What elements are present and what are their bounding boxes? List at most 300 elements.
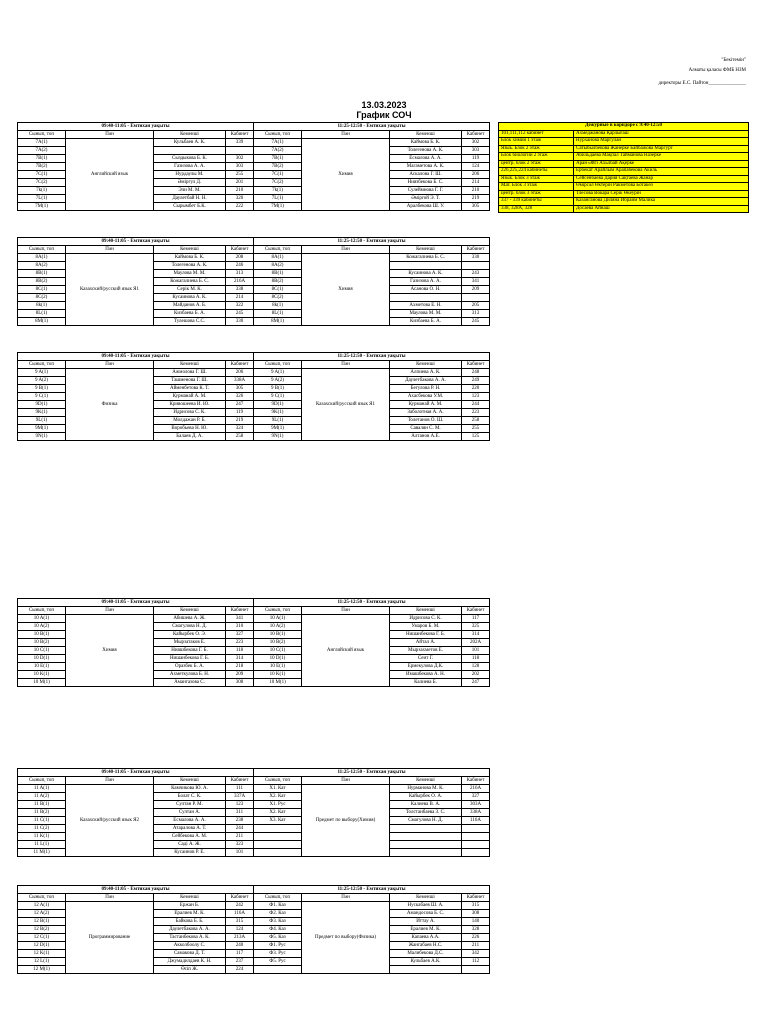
teacher-name: Ниязбекова Б. С. — [390, 179, 462, 187]
room-number: 338A — [226, 377, 254, 385]
class-group: 11 M(1) — [18, 849, 66, 857]
room-number: 302 — [462, 139, 490, 147]
column-header: Кеменші — [390, 131, 462, 139]
class-group: 9M(1) — [254, 425, 302, 433]
duty-teachers: Ербекат Арайлым Арапабекова Акиль — [574, 168, 749, 176]
column-header: Кеменші — [390, 607, 462, 615]
column-header: Сынып, топ — [254, 894, 302, 902]
class-group: 10 B(2) — [18, 639, 66, 647]
room-number: 311 — [226, 809, 254, 817]
room-number: 125 — [462, 433, 490, 441]
session-time-left: 09:40-11:05 - Емтихан уақыты — [18, 599, 254, 607]
teacher-name: Серік М. К. — [154, 286, 226, 294]
teacher-name: Есмалова А. А. — [154, 817, 226, 825]
duty-location: 337 - 339 кабинеты — [499, 198, 574, 206]
column-header: Сынып, топ — [18, 894, 66, 902]
class-group: 10 A(1) — [18, 615, 66, 623]
class-group: 7A(2) — [18, 147, 66, 155]
column-header: Пән — [302, 894, 390, 902]
duty-teachers: Сейсенбаева Дария Сақтаева Жанар — [574, 175, 749, 183]
class-group: 9N(1) — [18, 433, 66, 441]
duty-teachers: Казанганова Диляна Ибраим Малика — [574, 198, 749, 206]
room-number: 310 — [226, 623, 254, 631]
teacher-name: Заболотная А. А. — [390, 409, 462, 417]
class-group: 11 B(2) — [18, 809, 66, 817]
teacher-name: Әміргой Э. Т. — [390, 195, 462, 203]
class-group: 7k(1) — [18, 187, 66, 195]
room-number: 244 — [462, 401, 490, 409]
teacher-name: Толегенова А. К. — [390, 147, 462, 155]
class-group: 9 C(1) — [18, 393, 66, 401]
room-number: 209 — [226, 671, 254, 679]
teacher-name: Саді А. Ж. — [154, 841, 226, 849]
room-number: 226 — [462, 934, 490, 942]
document-title: График СОЧ — [356, 110, 412, 120]
teacher-name: Султан А. — [154, 809, 226, 817]
duty-location: Блок биологии 2 этаж — [499, 153, 574, 161]
room-number: 255 — [226, 171, 254, 179]
room-number: 222 — [226, 203, 254, 211]
subject-right: Предмет по выбору(Физика) — [302, 902, 390, 974]
room-number: 248 — [462, 369, 490, 377]
room-number: 303A — [462, 801, 490, 809]
class-group: X2. Кат — [254, 793, 302, 801]
class-group: 12 L(1) — [18, 958, 66, 966]
teacher-name: Ермекулова Д.К. — [390, 663, 462, 671]
schedule-block — [17, 598, 490, 687]
teacher-name: Балаев Д. А. — [154, 433, 226, 441]
column-header: Пән — [66, 131, 154, 139]
duty-title: Дежурные в коридоре с 9:40-12:50 — [499, 123, 749, 131]
room-number: 201 — [226, 179, 254, 187]
room-number: 218 — [226, 663, 254, 671]
column-header: Кабинет — [462, 131, 490, 139]
session-time-right: 11:25-12:50 - Емтихан уақыты — [254, 599, 490, 607]
class-group: 8A(2) — [18, 262, 66, 270]
teacher-name: Курманай А. М. — [390, 401, 462, 409]
room-number: 124 — [462, 163, 490, 171]
column-header: Сынып, топ — [254, 777, 302, 785]
class-group: 7A(1) — [254, 139, 302, 147]
teacher-name: Өсіп Ж. — [154, 966, 226, 974]
class-group — [254, 833, 302, 841]
room-number: 224 — [226, 966, 254, 974]
class-group: 8C(2) — [18, 294, 66, 302]
column-header: Кеменші — [390, 777, 462, 785]
class-group: 8M(1) — [254, 318, 302, 326]
table-row — [18, 254, 490, 262]
teacher-name: Курманай А. М. — [154, 393, 226, 401]
teacher-name: Идрисова С. К. — [154, 409, 226, 417]
teacher-name: Оразбек Б. А. — [154, 663, 226, 671]
teacher-name: Акколбоолу С. — [154, 942, 226, 950]
class-group: Ф3. Рус — [254, 950, 302, 958]
room-number: 249 — [462, 377, 490, 385]
teacher-name: Нишанбекова Г. Б. — [390, 631, 462, 639]
teacher-name: Эли М. М. — [154, 187, 226, 195]
class-group: 12 C(1) — [18, 934, 66, 942]
room-number: 247 — [226, 401, 254, 409]
column-header: Сынып, топ — [254, 131, 302, 139]
class-group: 10 M(1) — [254, 679, 302, 687]
teacher-name — [390, 294, 462, 302]
duty-teachers: Нурханова Маргулан — [574, 138, 749, 146]
column-header: Пән — [302, 361, 390, 369]
teacher-name — [390, 825, 462, 833]
teacher-name: Ержан Б. — [154, 902, 226, 910]
teacher-name: Султан Р. М. — [154, 801, 226, 809]
duty-row — [499, 153, 749, 161]
class-group: 7B(1) — [254, 155, 302, 163]
teacher-name: Тастанбекова А. К. — [154, 934, 226, 942]
teacher-name: Магаметова А. К. — [390, 163, 462, 171]
room-number: 210 — [226, 187, 254, 195]
class-group: 9 C(1) — [254, 393, 302, 401]
teacher-name: Алтанов А.Е. — [390, 433, 462, 441]
room-number: 101 — [226, 849, 254, 857]
room-number: 238 — [226, 817, 254, 825]
room-number: 246 — [226, 262, 254, 270]
class-group: 7B(2) — [18, 163, 66, 171]
session-time-left: 09:40-11:05 - Емтихан уақыты — [18, 123, 254, 131]
class-group: 12 A(1) — [18, 902, 66, 910]
class-group: 7A(1) — [18, 139, 66, 147]
subject-left: Казахский/русский язык Я2 — [66, 785, 154, 857]
column-header: Сынып, топ — [18, 246, 66, 254]
room-number: 338 — [226, 286, 254, 294]
class-group: 10 K(1) — [18, 671, 66, 679]
room-number: 117 — [226, 950, 254, 958]
column-header: Пән — [302, 777, 390, 785]
class-group: 11 C(1) — [18, 817, 66, 825]
teacher-name: Кайырбек О. Э. — [154, 631, 226, 639]
subject-left: Казахский/русский язык Я1 — [66, 254, 154, 326]
column-header: Сынып, топ — [18, 361, 66, 369]
room-number: 213A — [226, 934, 254, 942]
room-number: 242 — [226, 902, 254, 910]
teacher-name: Ахметкулова Б. Н. — [154, 671, 226, 679]
room-number: 123 — [226, 801, 254, 809]
teacher-name — [390, 833, 462, 841]
room-number: 255 — [462, 425, 490, 433]
room-number — [462, 841, 490, 849]
duty-location: 226,225,224 кабинеты — [499, 168, 574, 176]
room-number: 314 — [462, 631, 490, 639]
class-group: 12 D(1) — [18, 942, 66, 950]
teacher-name: Ахметова Е. Н. — [390, 302, 462, 310]
room-number: 211 — [226, 833, 254, 841]
teacher-name: Кульбаев А. К. — [154, 139, 226, 147]
column-header: Кеменші — [390, 894, 462, 902]
class-group: 10 D(1) — [254, 655, 302, 663]
duty-row — [499, 160, 749, 168]
duty-location: 338, 328А, 328 — [499, 205, 574, 213]
subject-right: Предмет по выбору(Химия) — [302, 785, 390, 857]
session-time-right: 11:25-12:50 - Емтихан уақыты — [254, 353, 490, 361]
class-group: Ф1. Каз — [254, 902, 302, 910]
class-group: 8B(1) — [254, 270, 302, 278]
room-number: 101 — [462, 647, 490, 655]
column-header: Кабинет — [226, 131, 254, 139]
duty-location: Языь. Блок 2 этаж — [499, 145, 574, 153]
room-number: 128 — [462, 663, 490, 671]
class-group: 11 L(1) — [18, 841, 66, 849]
class-group: 8A(1) — [254, 254, 302, 262]
teacher-name: Иттау А. — [390, 918, 462, 926]
class-group: 10 K(1) — [254, 671, 302, 679]
teacher-name: Нишанбекова Г. Б. — [154, 655, 226, 663]
room-number: 202A — [462, 639, 490, 647]
teacher-name: Ералиев М. К. — [390, 926, 462, 934]
room-number: 237 — [226, 958, 254, 966]
room-number: 247 — [462, 679, 490, 687]
room-number: 302 — [226, 155, 254, 163]
teacher-name: Айтал А. — [390, 639, 462, 647]
room-number: 243 — [462, 270, 490, 278]
class-group: 10 B(2) — [254, 639, 302, 647]
room-number — [462, 966, 490, 974]
teacher-name: Камчикова Ю. А. — [154, 785, 226, 793]
class-group: 8B(2) — [18, 278, 66, 286]
teacher-name: Ералиев М. К. — [154, 910, 226, 918]
teacher-name: Кожагалиева Б. С. — [154, 278, 226, 286]
room-number: 327 — [226, 631, 254, 639]
class-group: 8C(1) — [254, 286, 302, 294]
duty-row — [499, 168, 749, 176]
class-group: 7A(2) — [254, 147, 302, 155]
teacher-name: Айменбетова К. Т. — [154, 385, 226, 393]
teacher-name: Жангабаев Н.С. — [390, 942, 462, 950]
class-group: 12 B(2) — [18, 926, 66, 934]
class-group: 7C(1) — [18, 171, 66, 179]
room-number: 223 — [462, 409, 490, 417]
room-number: 338A — [462, 809, 490, 817]
document-date: 13.03.2023 — [361, 100, 407, 110]
table-row — [18, 139, 490, 147]
class-group: Ф2. Каз — [254, 910, 302, 918]
class-group: 9L(1) — [254, 417, 302, 425]
room-number: 303 — [226, 163, 254, 171]
room-number: 258 — [226, 433, 254, 441]
duty-location: Язык. Блок 3 этаж — [499, 175, 574, 183]
room-number — [462, 294, 490, 302]
teacher-name: Кривошеева И. Ю. — [154, 401, 226, 409]
duty-teachers: Өмірсәл Өктерін Ракметова Ботакөз — [574, 183, 749, 191]
schedule-block — [17, 122, 490, 211]
class-group: 7B(1) — [18, 155, 66, 163]
room-number: 116A — [226, 910, 254, 918]
class-group: 10 D(1) — [18, 655, 66, 663]
teacher-name: Даулетбай Н. Н. — [154, 195, 226, 203]
class-group — [254, 841, 302, 849]
teacher-name: Амандосова Б. С. — [390, 910, 462, 918]
teacher-name: Каймова Б. К. — [154, 254, 226, 262]
teacher-name — [390, 262, 462, 270]
class-group: Ф1. Рус — [254, 942, 302, 950]
duty-teachers: Досаева Айнаш — [574, 205, 749, 213]
room-number — [462, 849, 490, 857]
subject-left: Химия — [66, 615, 154, 687]
duty-location: 101,111,112 кабинет — [499, 130, 574, 138]
class-group: 10 A(2) — [254, 623, 302, 631]
teacher-name: Бегулова Р. Н. — [390, 385, 462, 393]
session-time-right: 11:25-12:50 - Емтихан уақыты — [254, 769, 490, 777]
column-header: Сынып, топ — [254, 246, 302, 254]
class-group: Ф5. Каз — [254, 934, 302, 942]
teacher-name: Идрисова С. К. — [390, 615, 462, 623]
class-group: 8A(1) — [18, 254, 66, 262]
subject-right: Английский язык — [302, 615, 390, 687]
class-group: 9L(1) — [18, 417, 66, 425]
column-header: Кеменші — [390, 246, 462, 254]
class-group: 10 B(1) — [254, 631, 302, 639]
class-group: 8B(1) — [18, 270, 66, 278]
session-time-right: 11:25-12:50 - Емтихан уақыты — [254, 123, 490, 131]
column-header: Кеменші — [154, 246, 226, 254]
class-group: 10 C(1) — [18, 647, 66, 655]
class-group: 11 K(1) — [18, 833, 66, 841]
teacher-name: Маулова М. М. — [154, 270, 226, 278]
teacher-name: Сеит Г. — [390, 655, 462, 663]
room-number: 244 — [226, 825, 254, 833]
teacher-name — [390, 966, 462, 974]
duty-teachers: Сатыбылбекова Жанерке Байбажова Маргурт — [574, 145, 749, 153]
column-header: Сынып, топ — [254, 607, 302, 615]
teacher-name: Смагулова Н. Д. — [390, 817, 462, 825]
class-group: 10 C(1) — [254, 647, 302, 655]
teacher-name: Атаралова А. Т. — [154, 825, 226, 833]
column-header: Кабинет — [226, 246, 254, 254]
teacher-name: Молдажан Р. Б. — [154, 417, 226, 425]
teacher-name: Самакова Д. Т. — [154, 950, 226, 958]
room-number: 223 — [226, 639, 254, 647]
room-number: 206 — [226, 369, 254, 377]
teacher-name: Сулеймнова Г. Г. — [390, 187, 462, 195]
room-number: 119 — [226, 409, 254, 417]
class-group: 8k(1) — [254, 302, 302, 310]
duty-row — [499, 138, 749, 146]
teacher-name: Мырзатаков Е. — [154, 639, 226, 647]
class-group: 8B(2) — [254, 278, 302, 286]
session-time-right: 11:25-12:50 - Емтихан уақыты — [254, 886, 490, 894]
room-number: 258 — [462, 417, 490, 425]
room-number: 111 — [226, 785, 254, 793]
room-number: 245 — [462, 318, 490, 326]
column-header: Пән — [66, 894, 154, 902]
room-number: 214 — [226, 294, 254, 302]
room-number: 314 — [226, 655, 254, 663]
room-number: 124 — [226, 926, 254, 934]
column-header: Кеменші — [154, 894, 226, 902]
class-group: 7k(1) — [254, 187, 302, 195]
subject-right: Казахский/русский язык Я1 — [302, 369, 390, 441]
teacher-name: Майданов А. Б. — [154, 302, 226, 310]
session-time-left: 09:40-11:05 - Емтихан уақыты — [18, 886, 254, 894]
room-number: 119 — [462, 155, 490, 163]
teacher-name: Амангазова С. — [154, 679, 226, 687]
duty-table — [498, 122, 749, 213]
column-header: Пән — [302, 246, 390, 254]
class-group: 10 M(1) — [18, 679, 66, 687]
room-number: 219 — [462, 195, 490, 203]
duty-row — [499, 205, 749, 213]
subject-right: Химия — [302, 139, 390, 211]
room-number: 342 — [462, 950, 490, 958]
duty-teachers: Аран Әйгі Ахьлбай Ақерке — [574, 160, 749, 168]
column-header: Кабинет — [226, 607, 254, 615]
class-group: 11 B(1) — [18, 801, 66, 809]
class-group: 9 A(2) — [18, 377, 66, 385]
duty-location: Мат. Блок 3 этаж — [499, 183, 574, 191]
teacher-name: Мырзахметов Е. — [390, 647, 462, 655]
duty-row — [499, 175, 749, 183]
room-number: 123 — [462, 393, 490, 401]
class-group: 10 A(2) — [18, 623, 66, 631]
teacher-name: Смагулова Н. Д. — [154, 623, 226, 631]
column-header: Пән — [66, 607, 154, 615]
class-group: 7M(1) — [254, 203, 302, 211]
teacher-name: Алпиева А. К. — [390, 369, 462, 377]
room-number: 219 — [226, 417, 254, 425]
room-number: 327 — [462, 793, 490, 801]
class-group: 12 K(1) — [18, 950, 66, 958]
approval-label: "Бекітемін" — [721, 58, 746, 63]
room-number: 324 — [226, 425, 254, 433]
teacher-name: Кусаинова А. К. — [154, 294, 226, 302]
class-group: 9 A(2) — [254, 377, 302, 385]
room-number: 326 — [226, 393, 254, 401]
table-row — [18, 785, 490, 793]
teacher-name: Кусаинова А. К. — [390, 270, 462, 278]
class-group: Ф4. Каз — [254, 926, 302, 934]
column-header: Кабинет — [462, 607, 490, 615]
column-header: Кеменші — [154, 607, 226, 615]
teacher-name: Абишева А. Ж. — [154, 615, 226, 623]
director-signature-line: директоры Е.С. Пайтон_______________ — [658, 81, 746, 86]
room-number: 214 — [462, 179, 490, 187]
column-header: Сынып, топ — [18, 131, 66, 139]
duty-location: центр. блок 3 этаж — [499, 190, 574, 198]
teacher-name: Каймова Б. К. — [390, 139, 462, 147]
class-group — [254, 825, 302, 833]
table-row — [18, 615, 490, 623]
class-group: 10 E(1) — [18, 663, 66, 671]
room-number: 308 — [226, 679, 254, 687]
class-group: 11 C(2) — [18, 825, 66, 833]
class-group: 9K(1) — [18, 409, 66, 417]
room-number: 315 — [226, 918, 254, 926]
room-number: 209 — [462, 286, 490, 294]
teacher-name — [154, 147, 226, 155]
class-group: 12 M(1) — [18, 966, 66, 974]
room-number: 208 — [226, 254, 254, 262]
schedule-block — [17, 237, 490, 326]
class-group: 7C(2) — [18, 179, 66, 187]
class-group: 9 A(1) — [18, 369, 66, 377]
room-number: 315 — [462, 902, 490, 910]
room-number: 341 — [462, 278, 490, 286]
teacher-name: Асанова О. Н. — [390, 286, 462, 294]
room-number: 325 — [462, 623, 490, 631]
class-group: 9M(1) — [18, 425, 66, 433]
teacher-name: Аскалова Г. Ш. — [390, 171, 462, 179]
column-header: Пән — [66, 777, 154, 785]
room-number: 305 — [226, 385, 254, 393]
column-header: Кеменші — [154, 361, 226, 369]
teacher-name: Джумадилдаев К. Н. — [154, 958, 226, 966]
duty-teachers: Тлесова Вокара Серік Өкеурін — [574, 190, 749, 198]
session-time-left: 09:40-11:05 - Емтихан уақыты — [18, 238, 254, 246]
